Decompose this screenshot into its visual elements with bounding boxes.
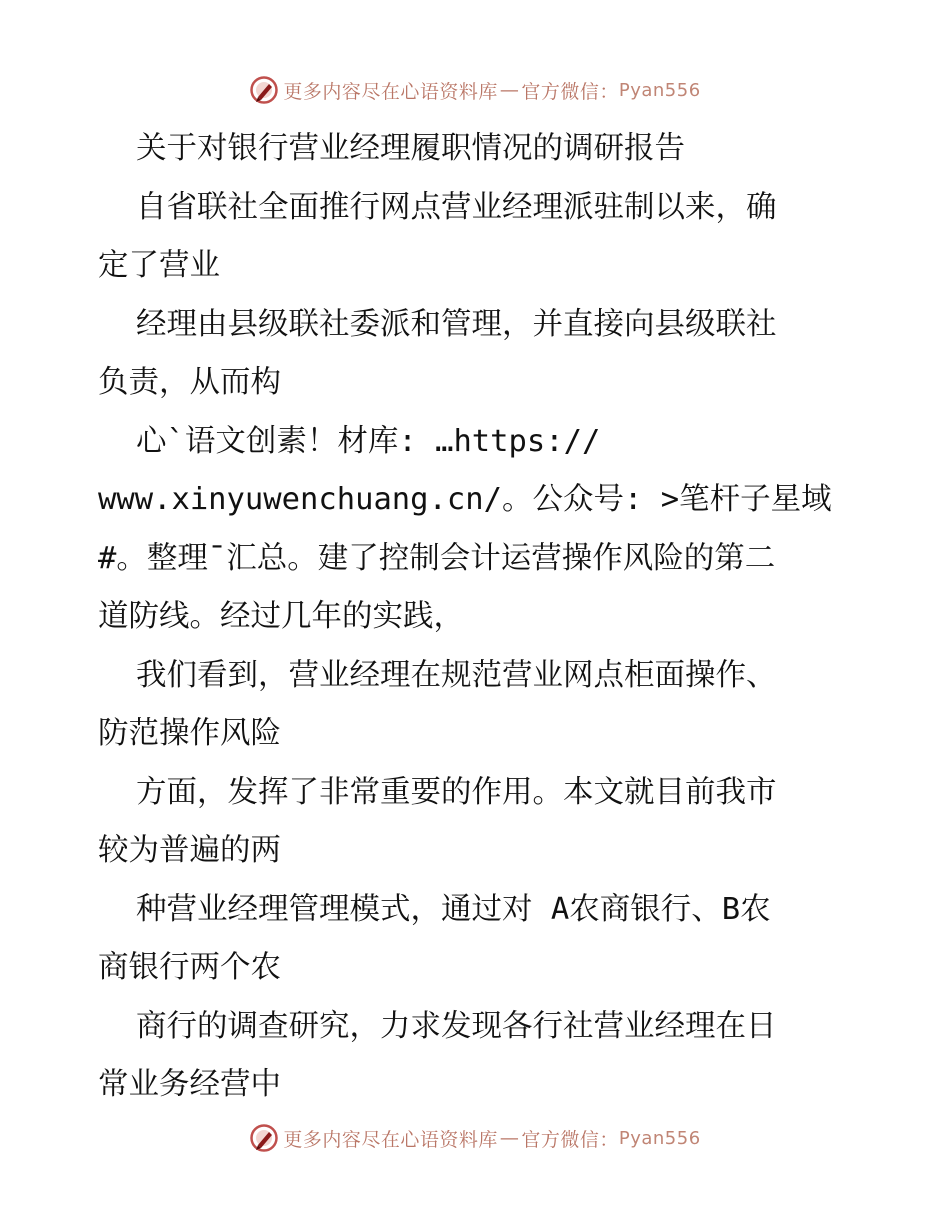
text-line: 商行的调查研究，力求发现各行社营业经理在日: [136, 1008, 777, 1044]
watermark-text: 更多内容尽在心语资料库: [283, 1128, 498, 1151]
text-line: 经理由县级联社委派和管理，并直接向县级联社: [136, 306, 777, 342]
document-title: 关于对银行营业经理履职情况的调研报告: [136, 131, 685, 166]
text-line: #。整理¯汇总。建了控制会计运营操作风险的第二: [98, 540, 776, 576]
watermark-wechat-id: Pyan556: [618, 79, 701, 101]
text-line: 种营业经理管理模式，通过对 A农商银行、B农: [136, 891, 771, 927]
text-line: 定了营业: [98, 248, 220, 283]
text-line: www.xinyuwenchuang.cn/。公众号: >笔杆子星域: [98, 482, 832, 517]
watermark-separator: —: [499, 1127, 520, 1149]
footer-watermark: [0, 1118, 950, 1158]
text-line: 较为普遍的两: [98, 833, 281, 868]
text-line: 负责，从而构: [98, 365, 281, 400]
text-line: 常业务经营中: [98, 1067, 281, 1102]
text-line: 方面，发挥了非常重要的作用。本文就目前我市: [136, 774, 777, 810]
watermark-suffix: 官方微信：: [521, 1128, 619, 1151]
pen-logo-icon: [249, 75, 279, 105]
text-line: 我们看到，营业经理在规范营业网点柜面操作、: [136, 657, 777, 693]
text-line: 道防线。经过几年的实践，: [98, 599, 464, 634]
text-line: 心`语文创素！材库: …https://: [136, 423, 601, 459]
text-line: 商银行两个农: [98, 950, 281, 985]
watermark-suffix: 官方微信：: [521, 80, 619, 103]
document-body: [98, 120, 858, 1115]
watermark-text: 更多内容尽在心语资料库: [283, 80, 498, 103]
header-watermark: [0, 70, 950, 110]
text-line: 自省联社全面推行网点营业经理派驻制以来，确: [136, 189, 777, 225]
watermark-separator: —: [499, 79, 520, 101]
watermark-wechat-id: Pyan556: [618, 1127, 701, 1149]
pen-logo-icon: [249, 1123, 279, 1153]
text-line: 防范操作风险: [98, 716, 281, 751]
